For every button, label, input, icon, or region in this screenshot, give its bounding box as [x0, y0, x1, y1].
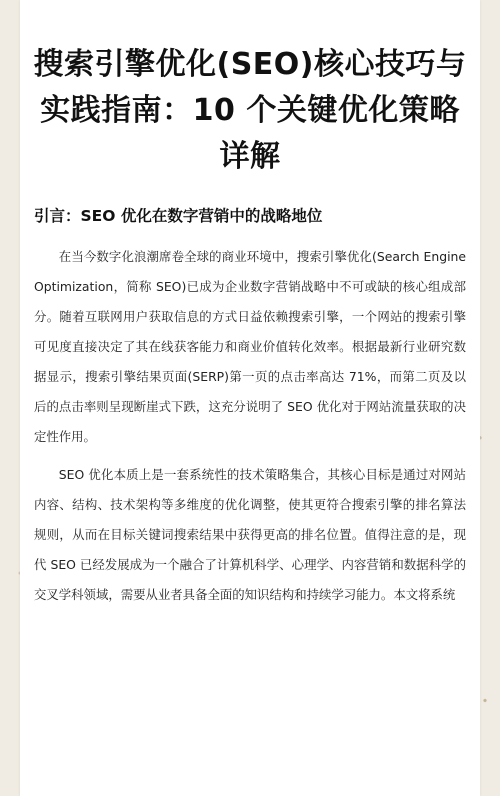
paragraph-2: SEO 优化本质上是一套系统性的技术策略集合，其核心目标是通过对网站内容、结构、技术架构等多维度的优化调整，使其更符合搜索引擎的排名算法规则，从而在目标关键词搜索结果中获得更高的排名位置。值得注意的是，现代 SEO 已经发展成为一个融合了计算机科学、心理学、内容营销和数据科学的交叉学科领域，需要从业者具备全面的知识结构和持续学习能力。本文将系统 — [34, 467, 466, 602]
section-heading: 引言：SEO 优化在数字营销中的战略地位 — [34, 207, 323, 225]
paragraph-1: 在当今数字化浪潮席卷全球的商业环境中，搜索引擎优化(Search Engine Optimization，简称 SEO)已成为企业数字营销战略中不可或缺的核心组成部分。随着互联网用户获取信息的方式日益依赖搜索引擎，一个网站的搜索引擎可见度直接决定了其在线获客能力和商业价值转化效率。根据最新行业研究数据显示，搜索引擎结果页面(SERP)第一页的点击率高达 71%，而第二页及以后的点击率则呈现断崖式下跌，这充分说明了 SEO 优化对于网站流量获取的决定性作用。 — [34, 249, 466, 444]
document-page — [20, 0, 480, 796]
document-title: 搜索引擎优化(SEO)核心技巧与实践指南：10 个关键优化策略详解 — [33, 47, 467, 174]
